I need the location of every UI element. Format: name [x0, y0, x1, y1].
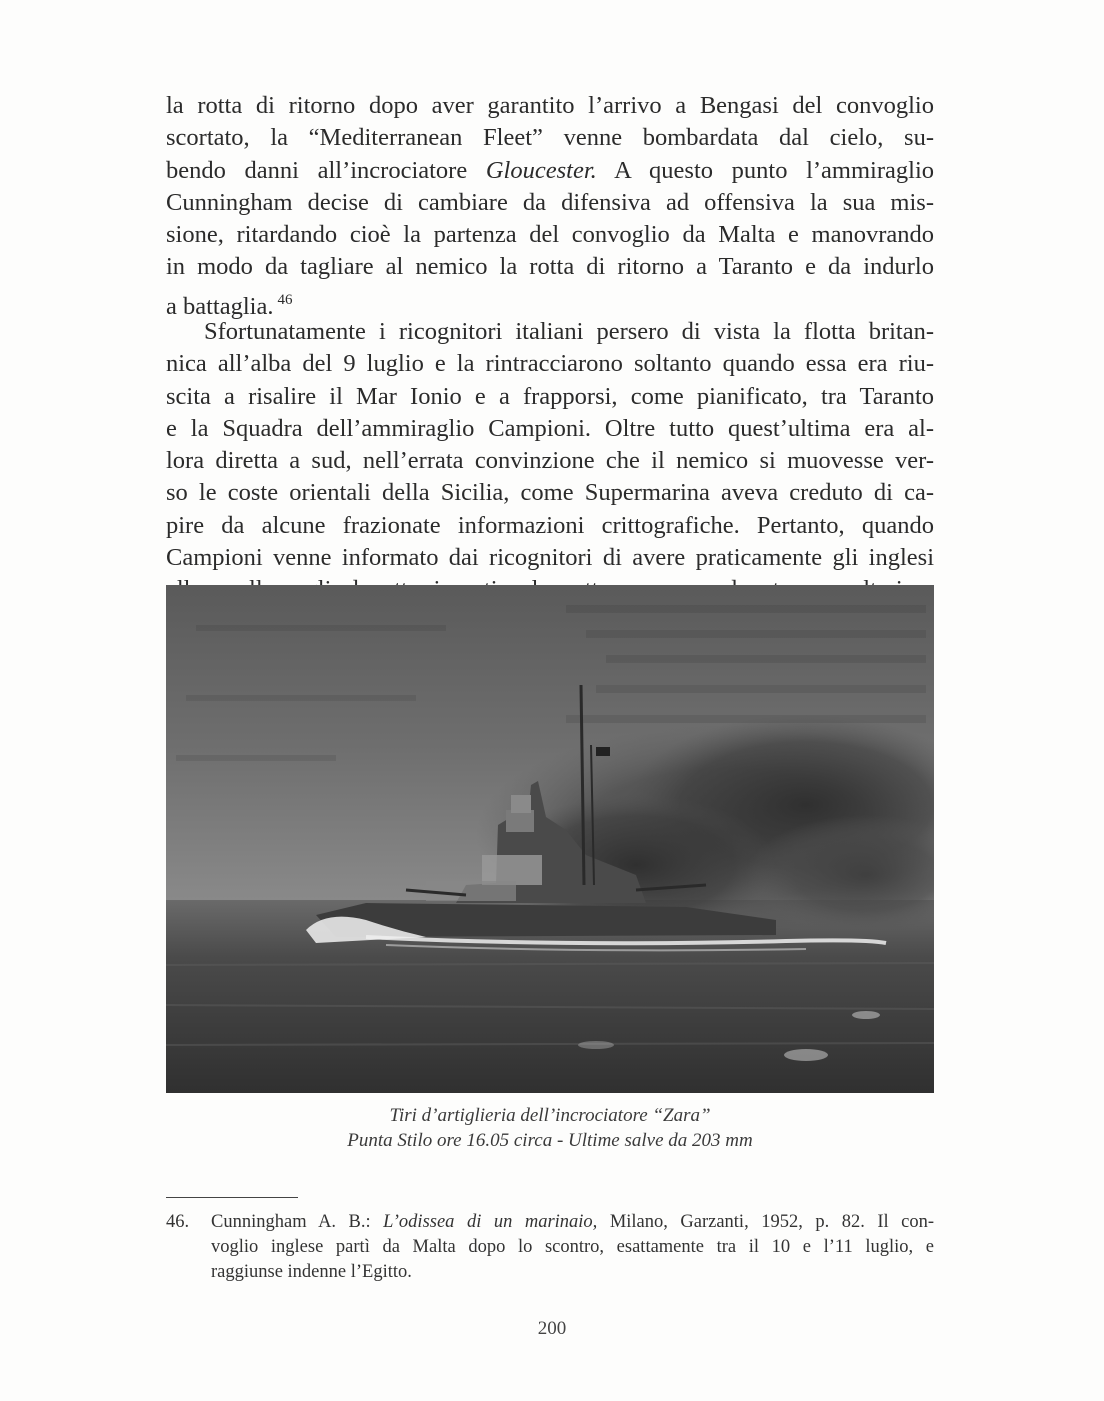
ship-name: Gloucester.	[485, 156, 597, 184]
text-line-part: A questo punto l’ammiraglio	[596, 156, 935, 184]
text-line: sione, ritardando cioè la partenza del convoglio da Malta e manovrando	[166, 221, 934, 249]
text-line: scita a risalire il Mar Ionio e a frapporsi, come pianificato, tra Taranto	[166, 382, 934, 410]
text-line: lora diretta a sud, nell’errata convinzione che il nemico si muovesse ver-	[166, 447, 934, 475]
text-line: Campioni venne informato dai ricognitori di avere praticamente gli inglesi	[166, 544, 934, 572]
page-number: 200	[537, 1318, 567, 1339]
text-line-part: bendo danni all’incrociatore	[166, 156, 486, 184]
text-line: so le coste orientali della Sicilia, come Supermarina aveva creduto di ca-	[166, 479, 934, 507]
text-line: pire da alcune frazionate informazioni crittografiche. Pertanto, quando	[166, 511, 934, 539]
footnote-book-title: L’odissea di un marinaio,	[383, 1212, 598, 1232]
text-line: nica all’alba del 9 luglio e la rintracciarono soltanto quando essa era riu-	[166, 350, 934, 378]
footnote-line: raggiunse indenne l’Egitto.	[211, 1262, 412, 1282]
text-line: Cunningham decise di cambiare da difensiva ad offensiva la sua mis-	[166, 188, 934, 216]
footnote-number: 46.	[166, 1212, 190, 1232]
caption-line: Punta Stilo ore 16.05 circa - Ultime salve da 203 mm	[347, 1130, 753, 1151]
photograph-cruiser	[166, 585, 934, 1093]
text-line: scortato, la “Mediterranean Fleet” venne bombardata dal cielo, su-	[166, 124, 934, 152]
footnote-line	[211, 1210, 934, 1235]
text-line-part: a battaglia.	[166, 292, 274, 320]
footnote-divider	[166, 1197, 298, 1198]
text-line: la rotta di ritorno dopo aver garantito l’arrivo a Bengasi del convoglio	[166, 92, 934, 119]
footnote-line-part: Milano, Garzanti, 1952, p. 82. Il con-	[597, 1212, 935, 1232]
footnote-author: Cunningham A. B.:	[211, 1212, 384, 1232]
text-line: e la Squadra dell’ammiraglio Campioni. Oltre tutto quest’ultima era al-	[166, 414, 934, 442]
text-line: Sfortunatamente i ricognitori italiani persero di vista la flotta britan-	[204, 318, 934, 345]
footnote-text	[211, 1210, 934, 1285]
text-line: in modo da tagliare al nemico la rotta di ritorno a Taranto e da indurlo	[166, 253, 934, 281]
footnote-line: voglio inglese partì da Malta dopo lo scontro, esattamente tra il 10 e l’11 luglio, e	[211, 1237, 934, 1257]
text-line	[166, 155, 934, 187]
paragraph-continuation	[166, 90, 934, 323]
paragraph-body	[166, 316, 934, 596]
photo-illustration	[166, 585, 934, 1093]
photo-caption	[166, 1103, 934, 1153]
footnote	[166, 1210, 934, 1285]
caption-line: Tiri d’artiglieria dell’incrociatore “Zara”	[389, 1105, 711, 1126]
footnote-reference[interactable]: 46	[277, 291, 293, 308]
